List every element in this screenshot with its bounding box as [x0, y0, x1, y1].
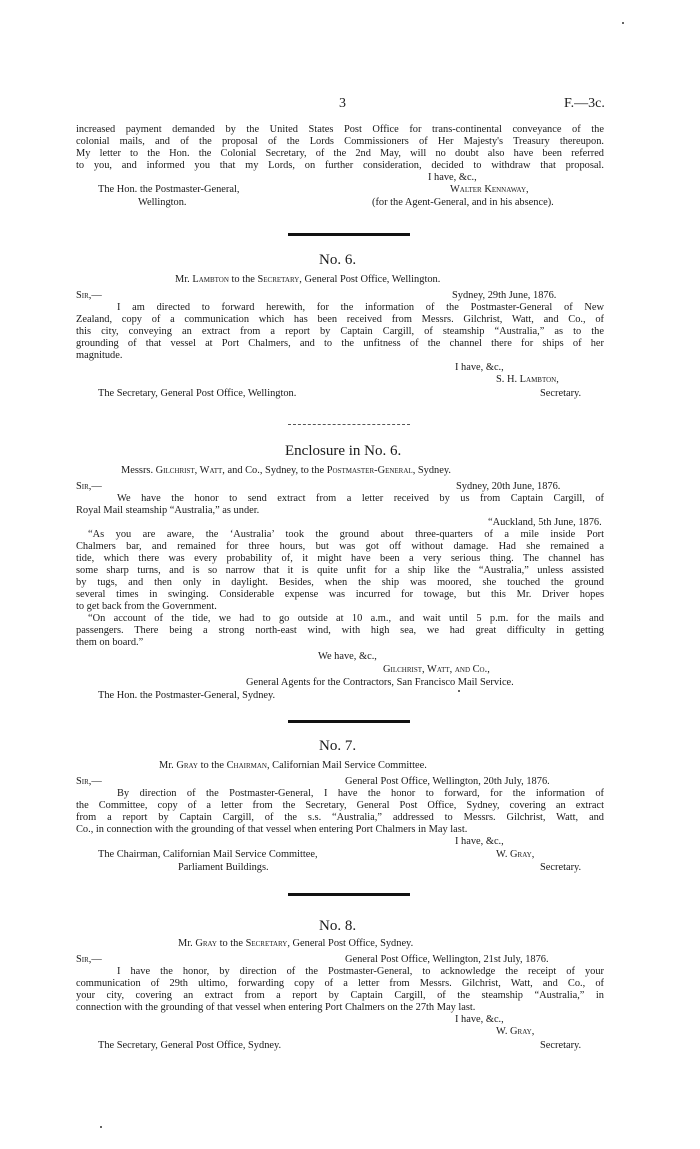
enclosure-quote-date: “Auckland, 5th June, 1876.: [488, 517, 602, 528]
no6-line: grounding of that vessel at Port Chalmers, and to the unfitness of the channel there for ships of her: [76, 338, 604, 349]
no7-heading: No. 7.: [319, 738, 357, 754]
no7-salutation: Sir,—: [76, 776, 102, 787]
no6-line: I am directed to forward herewith, for the information of the Postmaster-General of New: [117, 302, 604, 313]
no7-subheading-to: Chairman: [226, 760, 267, 771]
enclosure-subheading-to: Postmaster-General: [326, 465, 413, 476]
no8-closing: I have, &c.,: [455, 1014, 504, 1025]
enclosure-quote-last: them on board.”: [76, 637, 144, 648]
no8-signer-title: Secretary.: [540, 1040, 582, 1051]
enclosure-subheading-pre: Messrs.: [121, 465, 154, 476]
no7-addressee-place: Parliament Buildings.: [178, 862, 269, 873]
intro-line: to you, and informed you that my Lords, on further consideration, decided to withdraw that proposal.: [76, 160, 604, 171]
section-divider: [288, 424, 410, 426]
enclosure-quote-line: passengers. There being a strong north-east wind, with high sea, we had great difficulty in getting: [76, 625, 604, 636]
no6-last-line: magnitude.: [76, 350, 123, 361]
paper-speck: [622, 22, 624, 24]
no6-subheading-to: Secretary: [257, 274, 300, 285]
enclosure-closing: We have, &c.,: [318, 651, 377, 662]
enclosure-line: Royal Mail steamship “Australia,” as under.: [76, 505, 260, 516]
intro-line: increased payment demanded by the United States Post Office for trans-continental conveyance of the: [76, 124, 604, 135]
no6-signer-title: Secretary.: [540, 388, 582, 399]
no8-subheading-to: Secretary: [245, 938, 288, 949]
section-divider: [288, 233, 410, 236]
enclosure-date: Sydney, 20th June, 1876.: [456, 481, 561, 492]
no8-heading: No. 8.: [319, 918, 357, 934]
enclosure-salutation: Sir,—: [76, 481, 102, 492]
no6-date: Sydney, 29th June, 1876.: [452, 290, 557, 301]
intro-signer: Walter Kennaway,: [450, 184, 529, 195]
paper-speck: [100, 1126, 102, 1128]
no8-last-line: connection with the grounding of that vessel when entering Port Chalmers on the 27th May last.: [76, 1002, 476, 1013]
no6-addressee: The Secretary, General Post Office, Wellington.: [98, 388, 297, 399]
no7-line: By direction of the Postmaster-General, I have the honor to forward, for the information of: [117, 788, 604, 799]
no6-closing: I have, &c.,: [455, 362, 504, 373]
no8-line: I have the honor, by direction of the Postmaster-General, to acknowledge the receipt of your: [117, 966, 604, 977]
intro-signer-note: (for the Agent-General, and in his absence).: [372, 197, 554, 208]
enclosure-subheading-mid: and Co., Sydney, to the: [227, 465, 325, 476]
no7-closing: I have, &c.,: [455, 836, 504, 847]
no6-line: this city, conveying an extract from a report by Captain Cargill, of steamship “Australia,” as to the: [76, 326, 604, 337]
enclosure-signer: Gilchrist, Watt, and Co.,: [383, 664, 490, 675]
no8-subheading-to-word: to the: [219, 938, 243, 949]
enclosure-subheading-post: , Sydney.: [412, 465, 451, 476]
no8-subheading-post: , General Post Office, Sydney.: [287, 938, 414, 949]
no7-addressee: The Chairman, Californian Mail Service Committee,: [98, 849, 318, 860]
no7-subheading-to-word: to the: [200, 760, 224, 771]
no7-signer: W. Gray,: [496, 849, 535, 860]
no8-line: your city, covering an extract from a report by Captain Cargill, of the steamship “Australia,” in: [76, 990, 604, 1001]
no7-line: the Committee, copy of a letter from the Secretary, General Post Office, Sydney, covering an extract: [76, 800, 604, 811]
enclosure-signer-title: General Agents for the Contractors, San Francisco Mail Service.: [246, 677, 514, 688]
no8-addressee: The Secretary, General Post Office, Sydney.: [98, 1040, 282, 1051]
enclosure-quote-line: some sharp turns, and is so narrow that it is quite unfit for a ship like the “Australia,” unless assisted: [76, 565, 604, 576]
no7-last-line: Co., in connection with the grounding of that vessel when entering Port Chalmers in May last.: [76, 824, 468, 835]
no7-line: from a report by Captain Cargill, of the s.s. “Australia,” addressed to Messrs. Gilchrist, Watt, and: [76, 812, 604, 823]
enclosure-subheading-from: Gilchrist, Watt,: [155, 465, 225, 476]
no6-subheading-from: Lambton: [192, 274, 229, 285]
no7-subheading-pre: Mr.: [159, 760, 174, 771]
enclosure-quote-line: several times in swinging. Considerable expense was incurred for towage, but this Mr. Driver hopes: [76, 589, 604, 600]
no8-line: communication of 29th ultimo, forwarding copy of a letter from Messrs. Gilchrist, Watt, and Co., of: [76, 978, 604, 989]
intro-line: My letter to the Hon. the Colonial Secretary, of the 2nd May, will no doubt also have been referred: [76, 148, 604, 159]
paper-speck: [458, 690, 460, 692]
intro-addressee-place: Wellington.: [138, 197, 187, 208]
enclosure-subheading: [121, 465, 451, 478]
intro-addressee: The Hon. the Postmaster-General,: [98, 184, 240, 195]
no8-subheading: [178, 938, 413, 951]
no8-salutation: Sir,—: [76, 954, 102, 965]
enclosure-heading: Enclosure in No. 6.: [285, 443, 402, 459]
intro-closing: I have, &c.,: [428, 172, 477, 183]
no6-subheading-post: , General Post Office, Wellington.: [299, 274, 441, 285]
no8-subheading-from: Gray: [195, 938, 217, 949]
no7-date: General Post Office, Wellington, 20th July, 1876.: [345, 776, 550, 787]
no8-date: General Post Office, Wellington, 21st July, 1876.: [345, 954, 549, 965]
intro-line: colonial mails, and of the proposal of the Lords Commissioners of Her Majesty's Treasury thereupon.: [76, 136, 604, 147]
enclosure-quote-line: by tugs, and then only in daylight. Besides, when the ship was moored, she touched the ground: [76, 577, 604, 588]
page-number: 3: [339, 96, 346, 111]
enclosure-addressee: The Hon. the Postmaster-General, Sydney.: [98, 690, 276, 701]
no6-salutation: Sir,—: [76, 290, 102, 301]
no6-subheading-to-word: to the: [231, 274, 255, 285]
enclosure-quote-line: to get back from the Government.: [76, 601, 217, 612]
no7-subheading-post: , Californian Mail Service Committee.: [266, 760, 427, 771]
enclosure-quote-line: tide, which there was every probability of, it might have been a very serious thing. The channel has: [76, 553, 604, 564]
enclosure-line: We have the honor to send extract from a letter received by us from Captain Cargill, of: [117, 493, 604, 504]
enclosure-quote-line: Chalmers bar, and remained for three hours, but was got off without damage. Had she remained a: [76, 541, 604, 552]
no6-signer: S. H. Lambton,: [496, 374, 559, 385]
section-divider: [288, 893, 410, 896]
no8-signer: W. Gray,: [496, 1026, 535, 1037]
no7-subheading: [159, 760, 427, 773]
no7-signer-title: Secretary.: [540, 862, 582, 873]
no7-subheading-from: Gray: [176, 760, 198, 771]
enclosure-quote-line: “As you are aware, the ‘Australia’ took the ground about three-quarters of a mile inside Port: [88, 529, 604, 540]
no6-heading: No. 6.: [319, 252, 357, 268]
no8-subheading-pre: Mr.: [178, 938, 193, 949]
no6-subheading: [175, 274, 440, 287]
section-divider: [288, 720, 410, 723]
enclosure-quote-line: “On account of the tide, we had to go outside at 10 a.m., and wait until 5 p.m. for the mails and: [88, 613, 604, 624]
document-reference: F.—3c.: [564, 96, 605, 111]
no6-line: Zealand, copy of a communication which has been received from Messrs. Gilchrist, Watt, and Co., of: [76, 314, 604, 325]
no6-subheading-pre: Mr.: [175, 274, 190, 285]
